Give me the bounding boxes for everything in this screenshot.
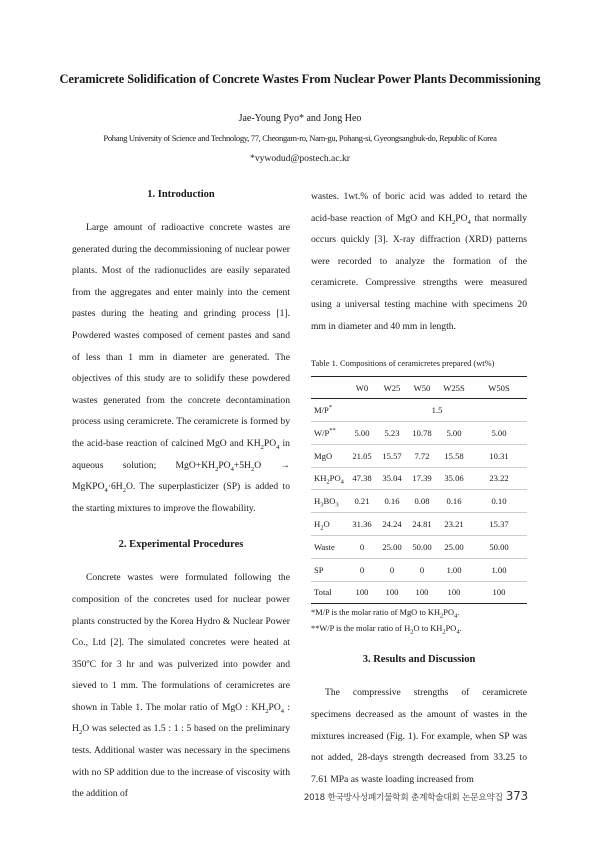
row-label: Total	[314, 587, 332, 598]
table-row	[311, 581, 527, 604]
table-cell: 1.00	[491, 564, 507, 575]
table-row	[311, 421, 527, 444]
table-cell: 0	[359, 564, 365, 575]
composition-table	[311, 376, 527, 604]
table-cell: 25.00	[382, 541, 402, 552]
page-footer	[304, 789, 528, 803]
table-row	[311, 535, 527, 558]
table-row	[311, 467, 527, 490]
table-cell: 15.37	[489, 519, 509, 530]
left-column	[72, 189, 290, 805]
table-cell: 7.72	[414, 450, 430, 461]
row-label: W/P**	[314, 426, 336, 438]
table-cell: 0.16	[384, 496, 400, 507]
table-cell: 15.57	[382, 450, 402, 461]
experimental-paragraph: Concrete wastes were formulated following the composition of the concretes used for nuclear power plants constructed by the Korea Hydro & Nuclear Power Co., Ltd [2]. The simulated concretes were heated at 350$^o$C for 3 hr and was pulverized into powder and sieved to 1 mm. The formulations of ceramicretes are shown in Table 1. The molar ratio of MgO : $KH_2PO_4$ : $H_2O$ was selected as 1.5 : 1 : 5 based on the preliminary tests. Additional waster was necessary in the specimens with no SP addition due to the increase of viscosity with the addition of	[72, 572, 290, 800]
table-cell: 5.00	[491, 427, 507, 438]
table-header-cell: W0	[355, 382, 369, 393]
table-cell: 0	[419, 564, 425, 575]
experimental-paragraph-continued: wastes. 1wt.% of boric acid was added to retard the acid-base reaction of MgO and $KH_2PO_4$ that normally occurs quickly [3]. X-ray diffraction (XRD) patterns were recorded to analyze the formation of the ceramicrete. Compressive strengths were measured using a universal testing machine with specimens 20 mm in diameter and 40 mm in length.	[311, 191, 528, 332]
table-row	[311, 558, 527, 581]
table-cell: 23.22	[489, 473, 509, 484]
table-header-cell: W50S	[488, 382, 510, 393]
table-header-cell: W25	[383, 382, 401, 393]
table-cell: 31.36	[352, 519, 372, 530]
authors: Jae-Young Pyo* and Jong Heo	[238, 113, 362, 124]
proceedings-title: 2018 한국방사성폐기물학회 춘계학술대회 논문요약집	[303, 793, 503, 803]
affiliation: Pohang University of Science and Technology, 77, Cheongam-ro, Nam-gu, Pohang-si, Gyeongsangbuk-do, Republic of Korea	[103, 133, 497, 143]
table-cell: 10.31	[489, 450, 509, 461]
table-header-cell: W25S	[443, 382, 465, 393]
table-cell: 1.00	[446, 564, 462, 575]
table-cell: 100	[492, 587, 506, 598]
table-row	[311, 490, 527, 513]
table-cell: 0	[359, 541, 365, 552]
table-cell: 47.38	[352, 473, 372, 484]
row-label: SP	[314, 564, 324, 575]
table-cell: 24.81	[412, 519, 432, 530]
row-label: Waste	[314, 541, 335, 552]
table-row	[311, 513, 527, 536]
table-cell: 35.06	[444, 473, 464, 484]
table-cell: 0.08	[414, 496, 430, 507]
table-cell: 100	[447, 587, 461, 598]
table-note-mp: *M/P is the molar ratio of MgO to $KH_2PO_4$.	[311, 608, 460, 620]
row-label: M/P*	[314, 404, 333, 416]
table-cell: 100	[415, 587, 429, 598]
table-cell: 100	[355, 587, 369, 598]
table-caption: Table 1. Compositions of ceramicretes prepared (wt%)	[311, 359, 495, 369]
row-label: $KH_2PO_4$	[314, 473, 344, 487]
table-header-cell: W50	[413, 382, 431, 393]
table-cell: 25.00	[444, 541, 464, 552]
page-number: 373	[505, 789, 528, 803]
section-heading-introduction: 1. Introduction	[147, 189, 215, 200]
row-label: $H_3BO_3$	[314, 496, 339, 509]
paper-title: Ceramicrete Solidification of Concrete Wastes From Nuclear Power Plants Decommissioning	[59, 72, 541, 86]
introduction-paragraph: Large amount of radioactive concrete wastes are generated during the decommissioning of nuclear power plants. Most of the radionuclides are easily separated from the aggregates and enter mainly into the cement pastes during the heating and grinding process [1]. Powdered wastes composed of cement pastes and sand of less than 1 mm in diameter are generated. The objectives of this study are to solidify these powdered wastes generated from the concrete decontamination process using ceramicrete. The ceramicrete is formed by the acid-base reaction of calcined MgO and $KH_2PO_4$ in aqueous solution; $MgO+KH_2PO_4+5H_2O$ → $MgKPO_4\cdot 6H_2O$. The superplasticizer (SP) is added to the starting mixtures to improve the flowability.	[72, 222, 291, 514]
section-heading-experimental: 2. Experimental Procedures	[118, 539, 244, 551]
table-header-row	[311, 377, 527, 399]
table-cell: 1.5	[431, 405, 443, 416]
table-cell: 35.04	[382, 473, 402, 484]
table-row	[311, 399, 527, 422]
table-cell: 50.00	[489, 541, 509, 552]
email: *vywodud@postech.ac.kr	[250, 153, 350, 164]
row-label: MgO	[314, 450, 333, 461]
table-cell: 0	[389, 564, 395, 575]
table-row	[311, 444, 527, 467]
results-paragraph: The compressive strengths of ceramicrete specimens decreased as the amount of wastes in the mixtures increased (Fig. 1). For example, when SP was not added, 28-days strength decreased from 33.25 to 7.61 MPa as waste loading increased from	[311, 687, 527, 785]
table-cell: 24.24	[382, 519, 402, 530]
table-note-wp: **W/P is the molar ratio of $H_2O$ to $KH_2PO_4$.	[311, 623, 462, 636]
table-cell: 5.00	[446, 427, 462, 438]
table-cell: 100	[385, 587, 399, 598]
section-heading-results: 3. Results and Discussion	[362, 654, 476, 666]
table-cell: 21.05	[352, 450, 372, 461]
table-cell: 10.78	[412, 427, 432, 438]
table-header-cell	[311, 377, 347, 399]
table-cell: 15.58	[444, 450, 464, 461]
table-cell: 0.21	[354, 496, 370, 507]
table-cell: 0.10	[491, 496, 507, 507]
right-column	[311, 189, 527, 790]
table-cell: 5.23	[384, 427, 400, 438]
row-label: $H_2O$	[314, 519, 330, 532]
reaction-arrow-icon: →	[280, 459, 291, 471]
table-cell: 50.00	[412, 541, 432, 552]
table-cell: 23.21	[444, 519, 464, 530]
table-cell: 0.16	[446, 496, 462, 507]
table-cell: 5.00	[354, 427, 370, 438]
table-cell: 17.39	[412, 473, 432, 484]
